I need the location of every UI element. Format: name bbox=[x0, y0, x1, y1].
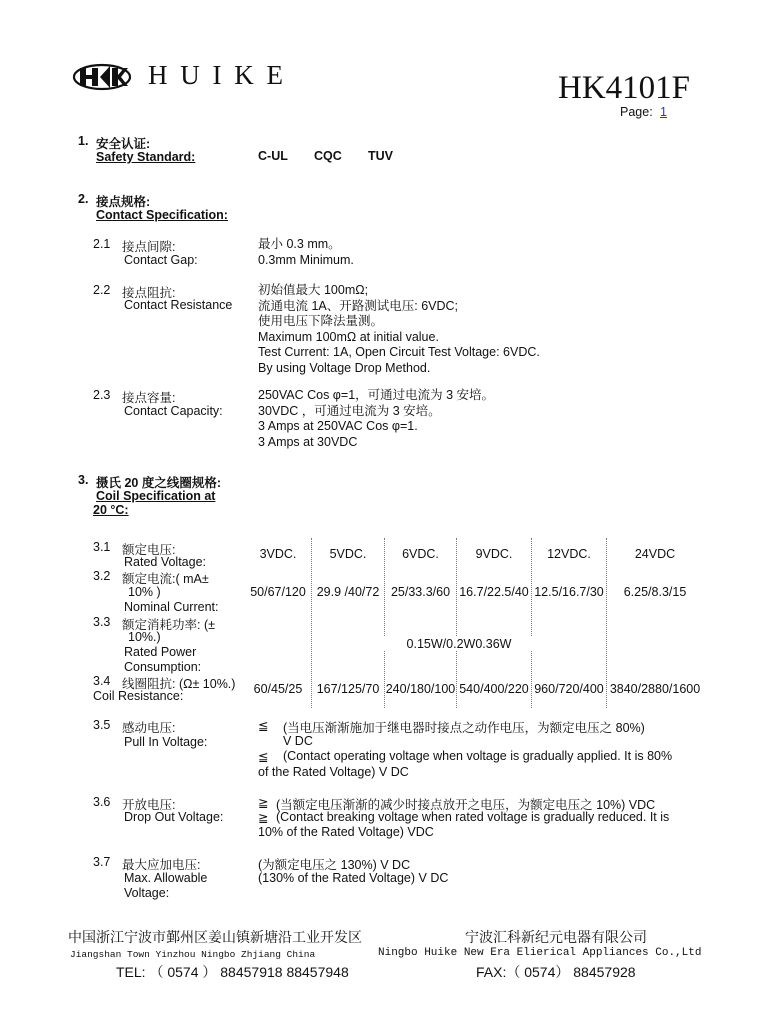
row-label-cn: 额定消耗功率: (± bbox=[122, 618, 215, 632]
item-number: 3.5 bbox=[93, 718, 111, 732]
row-label-en: Coil Resistance: bbox=[93, 689, 184, 703]
section-number: 1. bbox=[78, 134, 89, 148]
value-line: By using Voltage Drop Method. bbox=[258, 360, 431, 375]
value-line: 30VDC ，可通过电流为 3 安培。 bbox=[258, 403, 441, 418]
value-line: 0.3mm Minimum. bbox=[258, 252, 354, 267]
greater-equal-symbol: ≧ bbox=[258, 796, 269, 810]
section-number: 3. bbox=[78, 473, 89, 487]
footer-company-en: Ningbo Huike New Era Elierical Appliances Co.,Ltd bbox=[378, 947, 702, 959]
item-label-cn: 接点阻抗: bbox=[122, 286, 176, 300]
row-label-cn-line2: 10% ) bbox=[128, 585, 161, 599]
section-title-cn: 摄氏 20 度之线圈规格: bbox=[96, 476, 222, 490]
item-label-cn: 接点间隙: bbox=[122, 240, 176, 254]
item-number: 3.6 bbox=[93, 795, 111, 809]
value-line: Test Current: 1A, Open Circuit Test Voltage: 6VDC. bbox=[258, 345, 540, 359]
model-number: HK4101F bbox=[558, 70, 691, 106]
table-cell: 167/125/70 bbox=[316, 682, 380, 696]
less-equal-symbol: ≦ bbox=[258, 719, 269, 733]
row-number: 3.1 bbox=[93, 540, 111, 554]
footer-address-cn: 中国浙江宁波市鄞州区姜山镇新塘沿工业开发区 bbox=[68, 931, 362, 946]
table-cell: 60/45/25 bbox=[253, 682, 303, 696]
value-line: 初始值最大 100mΩ; bbox=[258, 283, 369, 297]
row-label-en: Rated Power bbox=[124, 645, 197, 659]
row-number: 3.2 bbox=[93, 569, 111, 583]
value-line: 3 Amps at 250VAC Cos φ=1. bbox=[258, 419, 418, 433]
table-cell: 960/720/400 bbox=[534, 682, 604, 696]
item-label-cn: 感动电压: bbox=[122, 721, 176, 735]
value-line: (为额定电压之 130%) V DC bbox=[258, 858, 411, 872]
value-line: (当电压渐渐施加于继电器时接点之动作电压，为额定电压之 80%) bbox=[283, 721, 645, 735]
row-label-cn-line2: 10%.) bbox=[128, 630, 161, 644]
item-label-cn: 最大应加电压: bbox=[122, 858, 201, 872]
table-cell: 6VDC. bbox=[402, 547, 439, 561]
row-label-cn: 额定电流:( mA± bbox=[122, 572, 209, 586]
table-cell: 16.7/22.5/40 bbox=[459, 585, 529, 599]
value-line: (130% of the Rated Voltage) V DC bbox=[258, 871, 449, 885]
table-cell: 6.25/8.3/15 bbox=[623, 585, 687, 599]
table-cell: 24VDC bbox=[634, 547, 676, 561]
greater-equal-symbol: ≧ bbox=[258, 811, 269, 825]
table-cell-merged: 0.15W/0.2W0.36W bbox=[312, 637, 606, 651]
row-label-cn: 线圈阻抗: (Ω± 10%.) bbox=[122, 677, 236, 691]
table-cell: 3VDC. bbox=[259, 547, 297, 561]
item-label-cn: 开放电压: bbox=[122, 798, 176, 812]
item-value-block bbox=[258, 388, 494, 450]
item-number: 2.1 bbox=[93, 237, 111, 251]
table-cell: 3840/2880/1600 bbox=[609, 682, 701, 696]
item-number: 2.2 bbox=[93, 283, 111, 297]
footer-fax: FAX:（ 0574） 88457928 bbox=[476, 964, 636, 980]
item-label-en-line2: Voltage: bbox=[124, 886, 170, 900]
value-line: 最小 0.3 mm。 bbox=[258, 237, 341, 251]
standard-item: C-UL bbox=[258, 149, 288, 163]
value-line: Maximum 100mΩ at initial value. bbox=[258, 329, 439, 344]
page-number-link[interactable]: 1 bbox=[660, 105, 667, 119]
value-line: (当额定电压渐渐的减少时接点放开之电压，为额定电压之 10%) VDC bbox=[276, 798, 656, 812]
value-line: 10% of the Rated Voltage) VDC bbox=[258, 825, 434, 839]
table-cell: 540/400/220 bbox=[459, 682, 529, 696]
standard-item: CQC bbox=[314, 149, 342, 163]
item-label-en: Contact Resistance bbox=[124, 298, 233, 312]
page-label: Page: bbox=[620, 105, 653, 119]
row-number: 3.3 bbox=[93, 615, 111, 629]
huike-logo bbox=[72, 60, 132, 94]
value-line: 使用电压下降法量测。 bbox=[258, 314, 384, 328]
row-number: 3.4 bbox=[93, 674, 111, 688]
table-cell: 50/67/120 bbox=[250, 585, 306, 599]
row-label-cn: 额定电压: bbox=[122, 543, 176, 557]
table-cell: 12VDC. bbox=[547, 547, 591, 561]
standard-item: TUV bbox=[368, 149, 393, 163]
item-label-en: Contact Gap: bbox=[124, 253, 198, 267]
item-label-en: Contact Capacity: bbox=[124, 404, 223, 418]
value-line: 流通电流 1A、开路测试电压: 6VDC; bbox=[258, 298, 459, 313]
section-number: 2. bbox=[78, 192, 89, 206]
row-label-en: Nominal Current: bbox=[124, 600, 219, 614]
item-label-en: Drop Out Voltage: bbox=[124, 810, 224, 824]
item-label-cn: 接点容量: bbox=[122, 391, 176, 405]
table-cell: 29.9 /40/72 bbox=[316, 585, 380, 599]
item-value-block bbox=[258, 237, 354, 268]
item-number: 3.7 bbox=[93, 855, 111, 869]
table-cell: 12.5/16.7/30 bbox=[534, 585, 604, 599]
value-line: 250VAC Cos φ=1，可通过电流为 3 安培。 bbox=[258, 388, 495, 402]
table-cell: 25/33.3/60 bbox=[390, 585, 451, 599]
table-cell: 5VDC. bbox=[329, 547, 367, 561]
section-title-en: Safety Standard: bbox=[96, 150, 196, 164]
item-label-en: Pull In Voltage: bbox=[124, 735, 208, 749]
item-label-en: Max. Allowable bbox=[124, 871, 208, 885]
item-value-block bbox=[258, 283, 540, 376]
row-label-en: Rated Voltage: bbox=[124, 555, 207, 569]
less-equal-symbol: ≦ bbox=[258, 750, 269, 764]
value-line: of the Rated Voltage) V DC bbox=[258, 765, 409, 779]
brand-name: H U I K E bbox=[148, 60, 286, 90]
footer-company-cn: 宁波汇科新纪元电器有限公司 bbox=[465, 931, 647, 946]
footer-telephone: TEL: （ 0574 ） 88457918 88457948 bbox=[116, 964, 349, 980]
item-number: 2.3 bbox=[93, 388, 111, 402]
row-label-en-line2: Consumption: bbox=[124, 660, 202, 674]
table-cell: 240/180/100 bbox=[385, 682, 456, 696]
section-title-en: Contact Specification: bbox=[96, 208, 228, 222]
section-title-en: Coil Specification at bbox=[96, 489, 216, 503]
footer-address-en: Jiangshan Town Yinzhou Ningbo Zhjiang China bbox=[70, 949, 316, 960]
value-line: (Contact breaking voltage when rated voltage is gradually reduced. It is bbox=[276, 810, 670, 824]
value-line: 3 Amps at 30VDC bbox=[258, 434, 358, 449]
section-title-cn: 安全认证: bbox=[96, 137, 151, 151]
section-title-en-line2: 20 °C: bbox=[93, 503, 129, 517]
section-title-cn: 接点规格: bbox=[96, 195, 151, 209]
value-line: V DC bbox=[283, 734, 313, 748]
value-line: (Contact operating voltage when voltage is gradually applied. It is 80% bbox=[283, 749, 673, 763]
table-cell: 9VDC. bbox=[475, 547, 513, 561]
